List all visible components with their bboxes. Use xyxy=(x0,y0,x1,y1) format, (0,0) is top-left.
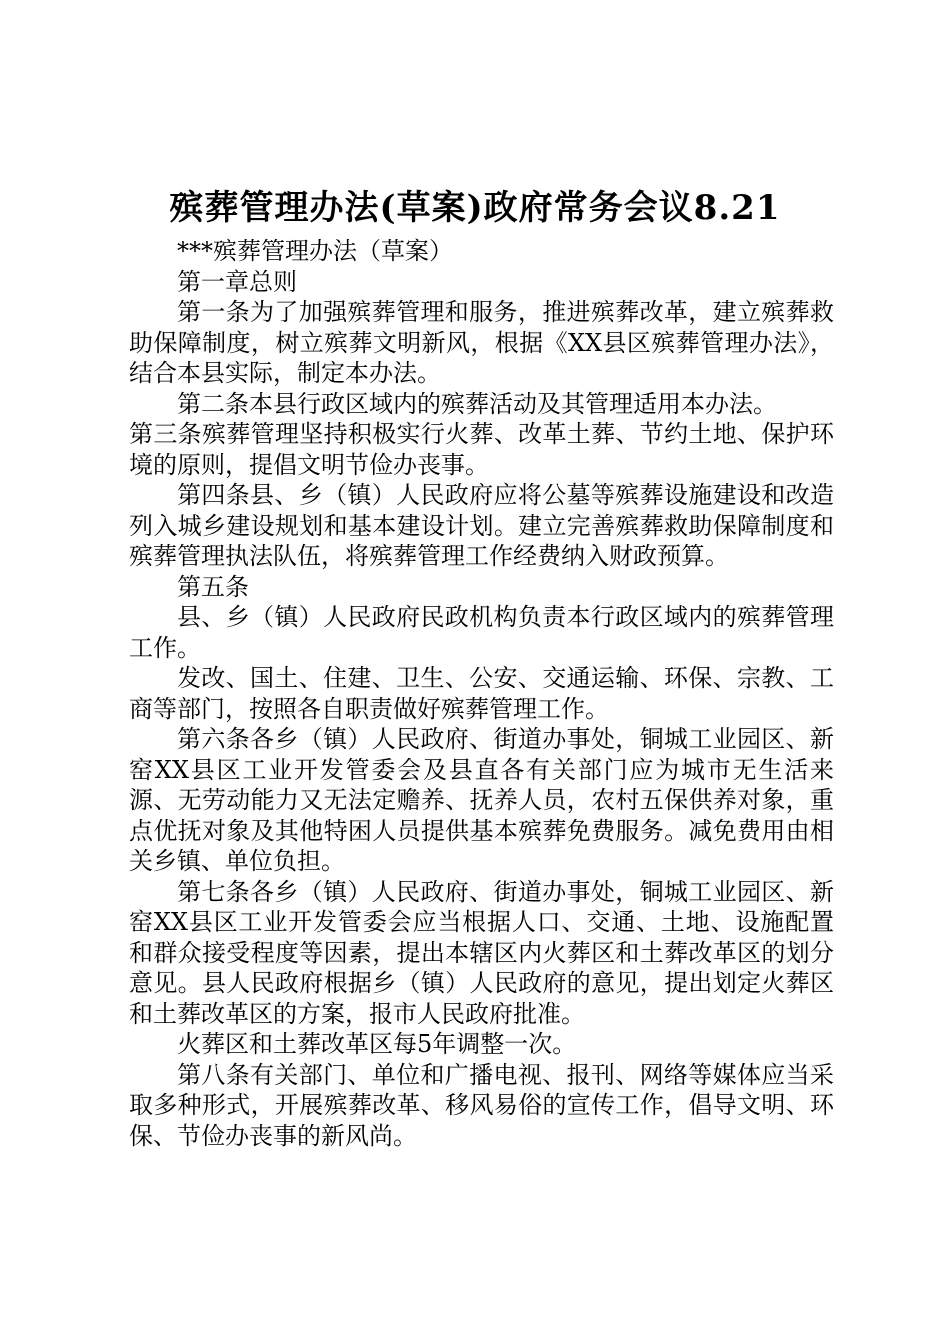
paragraph-article-5-clause-2: 发改、国土、住建、卫生、公安、交通运输、环保、宗教、工商等部门，按照各自职责做好殡葬管理工作。 xyxy=(129,664,834,723)
paragraph-heading: ***殡葬管理办法（草案） xyxy=(177,237,453,265)
paragraph-chapter: 第一章总则 xyxy=(177,267,297,296)
paragraph-article-1: 第一条为了加强殡葬管理和服务，推进殡葬改革，建立殡葬救助保障制度，树立殡葬文明新风，根据《XX县区殡葬管理办法》，结合本县实际，制定本办法。 xyxy=(129,298,834,387)
paragraph-article-7: 第七条各乡（镇）人民政府、街道办事处，铜城工业园区、新窑XX县区工业开发管委会应当根据人口、交通、土地、设施配置和群众接受程度等因素，提出本辖区内火葬区和土葬改革区的划分意见。县人民政府根据乡（镇）人民政府的意见，提出划定火葬区和土葬改革区的方案，报市人民政府批准。 xyxy=(129,877,834,1028)
paragraph-article-5-clause-1: 县、乡（镇）人民政府民政机构负责本行政区域内的殡葬管理工作。 xyxy=(129,603,834,662)
paragraph-article-4: 第四条县、乡（镇）人民政府应将公墓等殡葬设施建设和改造列入城乡建设规划和基本建设计划。建立完善殡葬救助保障制度和殡葬管理执法队伍，将殡葬管理工作经费纳入财政预算。 xyxy=(129,481,834,570)
paragraph-article-5: 第五条 xyxy=(177,572,249,601)
paragraph-article-3: 第三条殡葬管理坚持积极实行火葬、改革土葬、节约土地、保护环境的原则，提倡文明节俭办丧事。 xyxy=(129,420,834,479)
document-title: 殡葬管理办法(草案)政府常务会议8.21 xyxy=(169,188,781,228)
document-body xyxy=(129,236,834,1151)
paragraph-article-2: 第二条本县行政区域内的殡葬活动及其管理适用本办法。 xyxy=(177,389,777,418)
paragraph-article-7-clause-2: 火葬区和土葬改革区每5年调整一次。 xyxy=(177,1030,577,1058)
paragraph-article-8: 第八条有关部门、单位和广播电视、报刊、网络等媒体应当采取多种形式，开展殡葬改革、移风易俗的宣传工作，倡导文明、环保、节俭办丧事的新风尚。 xyxy=(129,1060,834,1150)
paragraph-article-6: 第六条各乡（镇）人民政府、街道办事处，铜城工业园区、新窑XX县区工业开发管委会及县直各有关部门应为城市无生活来源、无劳动能力又无法定赡养、抚养人员，农村五保供养对象，重点优抚对象及其他特困人员提供基本殡葬免费服务。减免费用由相关乡镇、单位负担。 xyxy=(129,725,834,875)
